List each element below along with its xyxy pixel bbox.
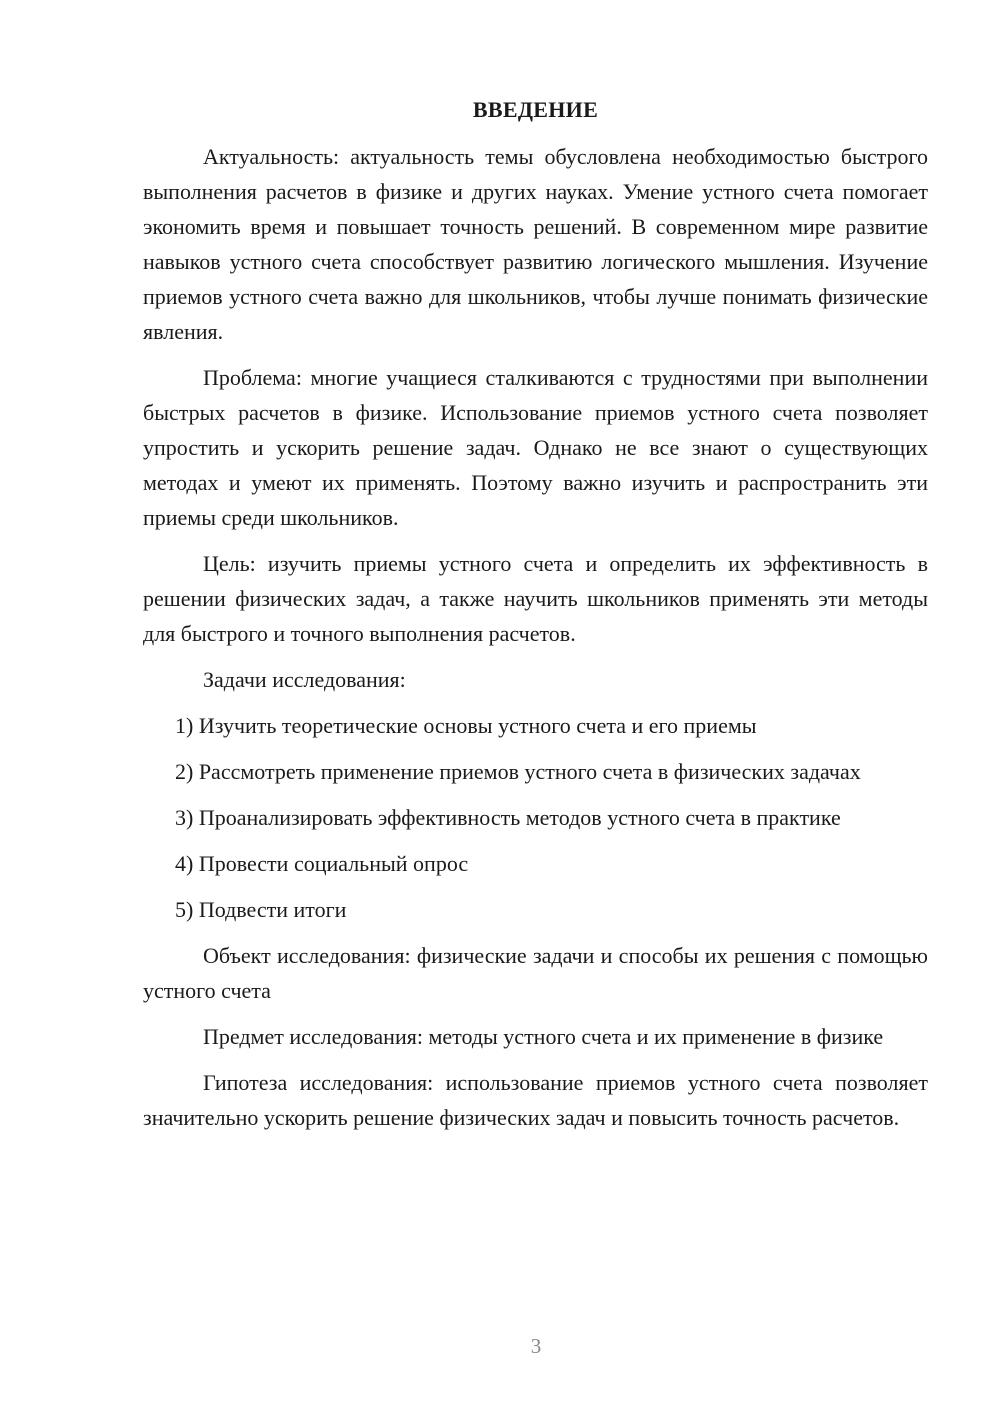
page-number: 3 (530, 1334, 542, 1358)
paragraph-subject: Предмет исследования: методы устного счета и их применение в физике (203, 1024, 884, 1049)
page-content (143, 92, 928, 1146)
page-title: ВВЕДЕНИЕ (472, 97, 599, 122)
paragraph-object: Объект исследования: физические задачи и способы их решения с помощью устного счета (143, 943, 928, 1003)
tasks-label: Задачи исследования: (203, 667, 406, 692)
paragraph-relevance: Актуальность: актуальность темы обусловлена необходимостью быстрого выполнения расчетов в физике и других науках. Умение устного счета помогает экономить время и повышает точность решений. В современном мире развитие навыков устного счета способствует развитию логического мышления. Изучение приемов устного счета важно для школьников, чтобы лучше понимать физические явления. (143, 144, 928, 344)
paragraph-goal: Цель: изучить приемы устного счета и определить их эффективность в решении физических задач, а также научить школьников применять эти методы для быстрого и точного выполнения расчетов. (143, 551, 928, 646)
task-item: 1) Изучить теоретические основы устного счета и его приемы (175, 713, 757, 738)
task-item: 5) Подвести итоги (175, 897, 347, 922)
paragraph-problem: Проблема: многие учащиеся сталкиваются с трудностями при выполнении быстрых расчетов в физике. Использование приемов устного счета позволяет упростить и ускорить решение задач. Однако не все знают о существующих методах и умеют их применять. Поэтому важно изучить и распространить эти приемы среди школьников. (143, 365, 928, 530)
task-item: 3) Проанализировать эффективность методов устного счета в практике (175, 805, 841, 830)
task-item: 2) Рассмотреть применение приемов устного счета в физических задачах (175, 759, 861, 784)
paragraph-hypothesis: Гипотеза исследования: использование приемов устного счета позволяет значительно ускорить решение физических задач и повысить точность расчетов. (143, 1070, 928, 1130)
task-item: 4) Провести социальный опрос (175, 851, 469, 876)
